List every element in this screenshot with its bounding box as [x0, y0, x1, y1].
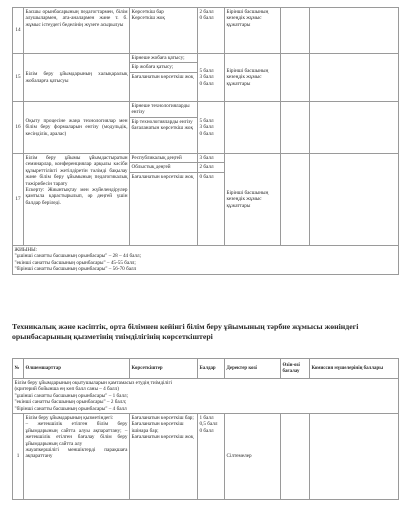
points-line: 2 балл [199, 9, 214, 15]
header-criteria: Көрсеткіштер [130, 359, 198, 379]
points-line: 1 балл [199, 415, 214, 422]
criteria-line: Бір жобаға қатысу; [131, 64, 174, 71]
criteria-cell [130, 414, 198, 500]
intro-line: Білім беру ұйымдарының оқытушыларын қамтамасыз етудің тиімділігі [14, 380, 173, 386]
indicator-cell: Білім беру ұйымдарының халықаралық жобаларға қатысуы [24, 54, 130, 102]
row-number: 1 [13, 414, 24, 500]
total-cell [13, 246, 399, 275]
points-line: 2 балл [199, 164, 214, 171]
criteria-line: Бір технологияларды енгізу бағаланатын көрсеткіш жоқ [131, 118, 194, 132]
self-eval-cell [281, 54, 310, 102]
criteria-line: Бағаланатын көрсеткіш жоқ [131, 173, 194, 180]
criteria-cell [130, 154, 198, 246]
indicator-line: – жетекшілік етілген білім беру ұйымдарының сайтта алуы ақпараттану; – жетекшілік етілген бағалау білім беру ұйымдарының сайтта алу [25, 421, 128, 447]
indicator-cell: Басшы орынбасарының педагогтармен, білім алушылармен, ата-аналармен және т. б. жұмыс істеудегі беделінің жүзеге асырылуы [24, 8, 130, 54]
points-line: 5 балл [199, 117, 214, 124]
indicator-line: Білім беру ұйымдарының қызметіндегі: [25, 415, 114, 422]
commission-cell [310, 154, 399, 246]
row-number: 15 [13, 54, 24, 102]
indicator-cell [24, 154, 130, 246]
self-eval-cell [281, 414, 310, 500]
points-cell [198, 8, 225, 54]
header-points: Балдар [198, 359, 225, 379]
header-self-eval: Өзін-өзі бағалау [281, 359, 310, 379]
commission-cell [310, 8, 399, 54]
indicator-text: Білім беру ұйымы ұйымдастыратын семинарлар, конференциялар арқылы кәсіби құзыреттілікті жетілдіретін тәлімді бақылау және білім беру ұйымының педагогикалық тәжірибесін тарату [25, 155, 128, 187]
header-indicator: Өлшемшарттар [24, 359, 130, 379]
criteria-line: Бағаланатын көрсеткіш бар; [131, 415, 194, 422]
criteria-cell [130, 8, 198, 54]
self-eval-cell [281, 8, 310, 54]
table-header-row [13, 359, 399, 379]
criteria-table-1 [12, 7, 399, 275]
header-num: № [13, 359, 24, 379]
table-row [13, 54, 399, 102]
source-cell: Бірінші басшының кезеңдік жұмыс құжаттары [225, 8, 281, 54]
table-row [13, 102, 399, 154]
total-line: "бірінші санатты басшының орынбасары" – 56-70 балл [14, 266, 137, 273]
points-line: 0 балл [199, 80, 214, 87]
table-row [13, 8, 399, 54]
row-number: 17 [13, 154, 24, 246]
points-line: 0 балл [199, 173, 214, 180]
section-title: Техникалық және кәсіптік, орта білімнен кейінгі білім беру ұйымының тәрбие жұмысы жөніндегі орынбасарының қызметінің тиімділігінің көрсеткіштері [12, 322, 359, 341]
source-cell [225, 102, 281, 154]
total-row [13, 246, 399, 275]
points-line: 3 балл [199, 74, 214, 81]
criteria-table-2 [12, 358, 399, 500]
criteria-line: Бағаланатын көрсеткіш жоқ [131, 73, 194, 80]
points-line: 0 балл [199, 15, 214, 22]
intro-row [13, 379, 399, 414]
criteria-cell [130, 102, 198, 154]
source-cell: Бірінші басшының кезеңдік жұмыс құжаттары [225, 154, 281, 246]
row-number: 16 [13, 102, 24, 154]
intro-line: "ұшінші санатты басшының орынбасары" – 1 балл; [14, 392, 129, 399]
criteria-line: Көрсеткіш бар [131, 9, 164, 15]
points-line: 3 балл [199, 155, 214, 161]
table-row [13, 414, 399, 500]
commission-cell [310, 102, 399, 154]
intro-cell [13, 379, 399, 414]
points-cell [198, 102, 225, 154]
points-line: 0 балл [199, 130, 214, 137]
total-line: "ұшінші санатты басшының орынбасары" – 28 – 44 балл; [14, 253, 142, 260]
criteria-line: Бірнеше жобаға қатысу; [131, 55, 185, 61]
points-cell [198, 154, 225, 246]
criteria-line: Бағаланатын көрсеткіш жоқ [131, 434, 194, 441]
points-cell [198, 54, 225, 102]
criteria-line: Бірнеше технологияларды енгізу [131, 103, 190, 116]
source-cell: Сілтемелер [225, 414, 281, 500]
indicator-cell [24, 414, 130, 500]
criteria-line: Республикалық деңгей [131, 155, 182, 161]
points-line: 0 балл [199, 427, 214, 434]
criteria-line: Бағаланатын көрсеткіш ішінара бар; [131, 421, 184, 434]
points-line: 5 балл [199, 67, 214, 74]
intro-line: "екінші санатты басшының орынбасары" – 2 балл; [14, 399, 127, 406]
header-source: Деректер көзі [225, 359, 281, 379]
indicator-note: Ескерту: Жиынтықтау мен жүйелендірулер қамтыла қарастырылып, әр деңгей үшін балдар беріледі. [25, 187, 128, 206]
intro-line: (критерий бойынша ең көп балл саны – 4 балл) [14, 386, 119, 393]
indicator-cell: Оқыту процесіне жаңа технологиялар мен білім беру формаларын енгізу (модульдік, кесінділік, аралас) [24, 102, 130, 154]
total-line: "екінші санатты басшының орынбасары" – 45-55 балл; [14, 259, 136, 266]
commission-cell [310, 54, 399, 102]
points-cell [198, 414, 225, 500]
criteria-line: Облыстық деңгей [131, 164, 171, 171]
row-number: 14 [13, 8, 24, 54]
total-label: ЖИЫНЫ: [14, 247, 38, 253]
criteria-line: Көрсеткіш жоқ [131, 15, 165, 22]
indicator-line: жауапкершілігі меншіктерді парақшаға ақпараттану [25, 447, 128, 460]
commission-cell [310, 414, 399, 500]
table-row [13, 154, 399, 246]
header-commission: Комиссия мүшелерінің баллары [310, 359, 399, 379]
source-cell: Бірінші басшының кезеңдік жұмыс құжаттары [225, 54, 281, 102]
points-line: 3 балл [199, 124, 214, 131]
self-eval-cell [281, 102, 310, 154]
intro-line: "бірінші санатты басшының орынбасары" – 4 балл [14, 405, 127, 412]
self-eval-cell [281, 154, 310, 246]
points-line: 0,5 балл [199, 421, 218, 428]
criteria-cell [130, 54, 198, 102]
